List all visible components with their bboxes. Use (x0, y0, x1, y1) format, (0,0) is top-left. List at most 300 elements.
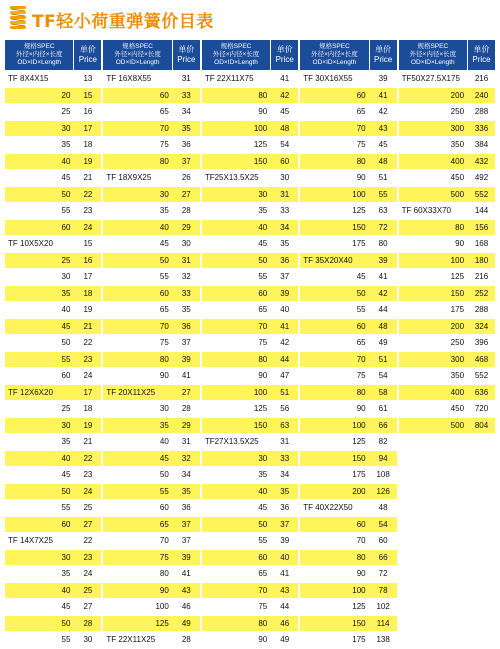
length-cell: 30 (258, 453, 268, 463)
price-cell: 28 (181, 206, 191, 216)
spec-cell (5, 355, 74, 364)
price-cell: 41 (378, 90, 388, 100)
table-row (103, 616, 199, 633)
table-row (202, 319, 298, 336)
table-row (5, 203, 101, 220)
model-cell: TF 8X4X15 (8, 74, 49, 84)
price-cell: 47 (280, 371, 290, 381)
length-cell: 35 (258, 470, 268, 480)
length-cell: 65 (159, 107, 169, 117)
price-cell: 27 (181, 387, 191, 397)
table-row (300, 434, 396, 451)
price-header (271, 40, 298, 70)
table-row (5, 236, 101, 253)
spec-cell (300, 586, 369, 595)
table-column (300, 40, 396, 649)
table-row (399, 302, 495, 319)
length-cell: 150 (450, 288, 465, 298)
price-header (468, 40, 495, 70)
table-row (5, 187, 101, 204)
table-row (300, 88, 396, 105)
price-cell: 22 (83, 189, 93, 199)
spec-cell (103, 305, 172, 314)
price-cell: 384 (474, 140, 489, 150)
price-cell: 37 (181, 519, 191, 529)
table-row (103, 187, 199, 204)
table-row (300, 500, 396, 517)
table-row (5, 451, 101, 468)
length-cell: 400 (450, 156, 465, 166)
spec-header-line: 规格SPEC (23, 43, 55, 50)
table-row (103, 467, 199, 484)
spec-cell (300, 239, 369, 248)
table-row (399, 170, 495, 187)
length-cell: 80 (258, 354, 268, 364)
price-cell: 30 (280, 173, 290, 183)
price-cell: 66 (378, 420, 388, 430)
table-row (399, 550, 495, 567)
price-header-line: Price (177, 55, 196, 64)
spec-cell (300, 124, 369, 133)
table-row (202, 203, 298, 220)
price-cell: 39 (181, 354, 191, 364)
spec-cell (300, 553, 369, 562)
spec-cell (202, 173, 271, 182)
table-row (300, 121, 396, 138)
length-cell: 55 (159, 272, 169, 282)
length-cell: 35 (61, 288, 71, 298)
length-cell: 75 (159, 338, 169, 348)
length-cell: 175 (352, 239, 366, 249)
table-row (300, 170, 396, 187)
table-column (103, 40, 199, 649)
table-row (5, 467, 101, 484)
table-row (300, 302, 396, 319)
table-row (103, 170, 199, 187)
length-cell: 125 (253, 404, 268, 414)
spec-cell (5, 619, 74, 628)
table-row (202, 451, 298, 468)
spec-cell (202, 371, 271, 380)
spec-cell (103, 470, 172, 479)
length-cell: 75 (258, 602, 268, 612)
length-cell: 65 (159, 519, 169, 529)
length-cell: 60 (356, 321, 366, 331)
model-cell: TF25X13.5X25 (204, 173, 259, 183)
spec-cell (202, 437, 271, 446)
length-cell: 70 (159, 123, 169, 133)
table-row (103, 368, 199, 385)
length-cell: 100 (155, 602, 169, 612)
table-row (103, 286, 199, 303)
price-header-line: 单价 (473, 45, 490, 54)
price-cell: 66 (378, 552, 388, 562)
spec-cell (103, 256, 172, 265)
length-cell: 30 (61, 420, 71, 430)
length-cell: 90 (159, 585, 169, 595)
price-cell: 156 (474, 222, 489, 232)
price-cell: 29 (181, 420, 191, 430)
table-row (202, 335, 298, 352)
table-row (399, 517, 495, 534)
spec-cell (300, 371, 369, 380)
table-row (103, 583, 199, 600)
price-cell: 39 (181, 552, 191, 562)
table-row (103, 484, 199, 501)
length-cell: 75 (356, 371, 366, 381)
price-cell: 55 (378, 189, 388, 199)
table-row (399, 203, 495, 220)
length-cell: 80 (455, 222, 465, 232)
table-row (202, 434, 298, 451)
spec-cell (300, 536, 369, 545)
length-cell: 80 (356, 387, 366, 397)
price-table (5, 40, 495, 649)
price-cell: 43 (181, 585, 191, 595)
spec-cell (399, 157, 468, 166)
table-row (300, 484, 396, 501)
spec-cell (202, 586, 271, 595)
price-cell: 44 (280, 354, 290, 364)
length-cell: 35 (61, 140, 71, 150)
spring-icon (6, 5, 30, 33)
table-row (399, 71, 495, 88)
table-row (5, 517, 101, 534)
column-header (399, 40, 495, 71)
price-cell: 16 (83, 255, 93, 265)
price-cell: 138 (376, 635, 390, 645)
length-cell: 40 (61, 156, 71, 166)
price-cell: 216 (474, 272, 489, 282)
length-cell: 70 (356, 536, 366, 546)
price-cell: 33 (280, 206, 290, 216)
table-row (300, 71, 396, 88)
length-cell: 70 (258, 585, 268, 595)
model-cell: TF 16X8X55 (106, 74, 152, 84)
table-row (300, 154, 396, 171)
spec-cell (399, 272, 468, 281)
length-cell: 250 (450, 107, 465, 117)
price-cell: 37 (280, 272, 290, 282)
table-row (103, 104, 199, 121)
length-cell: 45 (258, 503, 268, 513)
table-row (202, 418, 298, 435)
price-cell: 46 (280, 618, 290, 628)
price-cell: 58 (378, 387, 388, 397)
table-row (399, 187, 495, 204)
price-cell: 804 (474, 420, 489, 430)
price-cell: 49 (280, 635, 290, 645)
price-header-line: Price (374, 55, 393, 64)
page-title: TF轻小荷重弹簧价目表 (32, 11, 214, 32)
length-cell: 55 (356, 305, 366, 315)
length-cell: 100 (450, 255, 465, 265)
table-row (399, 566, 495, 583)
length-cell: 40 (61, 585, 71, 595)
price-cell: 17 (83, 272, 93, 282)
price-cell: 45 (378, 140, 388, 150)
spec-cell (300, 190, 369, 199)
table-row (300, 220, 396, 237)
spec-cell (202, 569, 271, 578)
spec-cell (202, 338, 271, 347)
length-cell: 90 (258, 107, 268, 117)
table-row (202, 187, 298, 204)
table-row (202, 170, 298, 187)
spec-cell (202, 74, 271, 83)
length-cell: 250 (450, 338, 465, 348)
spec-cell (399, 107, 468, 116)
spec-cell (103, 553, 172, 562)
length-cell: 70 (159, 321, 169, 331)
price-cell: 40 (280, 305, 290, 315)
spec-header-line: 外径×内径×长度 (15, 51, 63, 58)
spec-cell (103, 289, 172, 298)
price-cell: 13 (83, 74, 93, 84)
table-row (202, 220, 298, 237)
spec-header-line: 外径×内径×长度 (212, 51, 260, 58)
length-cell: 55 (258, 536, 268, 546)
spec-cell (5, 536, 74, 545)
price-cell: 36 (181, 503, 191, 513)
price-cell: 28 (181, 404, 191, 414)
table-row (202, 616, 298, 633)
length-cell: 60 (258, 552, 268, 562)
spec-cell (103, 602, 172, 611)
model-cell: TF 22X11X25 (106, 635, 156, 645)
price-cell: 18 (83, 140, 93, 150)
price-cell: 94 (378, 453, 388, 463)
spec-cell (5, 305, 74, 314)
table-row (5, 550, 101, 567)
length-cell: 40 (258, 486, 268, 496)
price-cell: 396 (474, 338, 489, 348)
price-cell: 240 (474, 90, 489, 100)
table-row (202, 71, 298, 88)
spec-cell (103, 239, 172, 248)
model-cell: TF 22X11X75 (204, 74, 254, 84)
spec-cell (399, 322, 468, 331)
length-cell: 125 (450, 272, 465, 282)
table-row (202, 236, 298, 253)
table-row (103, 220, 199, 237)
length-cell: 80 (356, 552, 366, 562)
price-header-line: Price (275, 55, 294, 64)
model-cell: TF 60X33X70 (401, 206, 451, 216)
length-cell: 70 (356, 123, 366, 133)
price-header-line: 单价 (276, 45, 293, 54)
table-row (300, 269, 396, 286)
table-row (300, 467, 396, 484)
spec-cell (399, 388, 468, 397)
table-row (5, 71, 101, 88)
table-row (202, 467, 298, 484)
length-cell: 20 (61, 90, 71, 100)
table-row (399, 236, 495, 253)
price-cell: 39 (280, 536, 290, 546)
table-row (103, 385, 199, 402)
price-cell: 324 (474, 321, 489, 331)
price-cell: 17 (83, 123, 93, 133)
spec-cell (202, 553, 271, 562)
spec-cell (5, 206, 74, 215)
table-row (202, 88, 298, 105)
spec-cell (399, 190, 468, 199)
spec-cell (399, 223, 468, 232)
table-row (399, 253, 495, 270)
table-row (300, 352, 396, 369)
price-cell: 40 (280, 552, 290, 562)
length-cell: 90 (258, 635, 268, 645)
length-cell: 125 (352, 602, 366, 612)
price-cell: 36 (280, 503, 290, 513)
table-row (399, 385, 495, 402)
table-row (103, 319, 199, 336)
spec-cell (5, 454, 74, 463)
spec-cell (399, 355, 468, 364)
spec-cell (202, 107, 271, 116)
table-row (300, 319, 396, 336)
table-row (300, 418, 396, 435)
length-cell: 65 (356, 338, 366, 348)
length-cell: 45 (61, 470, 71, 480)
price-header (173, 40, 200, 70)
spec-header-line: OD×ID×Length (214, 59, 258, 66)
model-cell: TF 30X16X55 (303, 74, 353, 84)
table-row (399, 583, 495, 600)
column-header (202, 40, 298, 71)
spec-cell (300, 520, 369, 529)
table-row (300, 517, 396, 534)
length-cell: 50 (61, 338, 71, 348)
table-row (399, 352, 495, 369)
price-cell: 41 (280, 321, 290, 331)
table-row (5, 154, 101, 171)
price-cell: 22 (83, 338, 93, 348)
price-cell: 49 (378, 338, 388, 348)
table-row (5, 401, 101, 418)
price-cell: 41 (181, 569, 191, 579)
table-row (103, 401, 199, 418)
table-row (103, 269, 199, 286)
table-row (103, 88, 199, 105)
price-cell: 25 (83, 503, 93, 513)
spec-cell (103, 223, 172, 232)
spec-cell (399, 124, 468, 133)
spec-cell (202, 602, 271, 611)
length-cell: 150 (352, 618, 366, 628)
length-cell: 175 (352, 635, 366, 645)
length-cell: 125 (352, 206, 366, 216)
price-cell: 18 (83, 288, 93, 298)
spec-cell (5, 569, 74, 578)
price-cell: 72 (378, 222, 388, 232)
price-cell: 31 (181, 437, 191, 447)
spec-header (300, 40, 369, 70)
spec-cell (5, 553, 74, 562)
table-row (5, 533, 101, 550)
spec-cell (300, 140, 369, 149)
price-cell: 39 (378, 74, 388, 84)
spec-cell (300, 338, 369, 347)
price-cell: 24 (83, 222, 93, 232)
price-cell: 41 (280, 74, 290, 84)
length-cell: 45 (258, 239, 268, 249)
table-row (399, 401, 495, 418)
table-row (399, 335, 495, 352)
column-header (5, 40, 101, 71)
spec-cell (300, 569, 369, 578)
spec-cell (202, 256, 271, 265)
price-cell: 42 (378, 107, 388, 117)
table-row (202, 302, 298, 319)
length-cell: 70 (159, 536, 169, 546)
length-cell: 150 (253, 420, 268, 430)
price-cell: 336 (474, 123, 489, 133)
spec-cell (399, 421, 468, 430)
table-row (300, 137, 396, 154)
spec-cell (5, 635, 74, 644)
price-cell: 15 (83, 239, 93, 249)
length-cell: 100 (352, 585, 366, 595)
length-cell: 40 (61, 305, 71, 315)
length-cell: 350 (450, 140, 465, 150)
table-row (399, 88, 495, 105)
table-row (5, 385, 101, 402)
table-row (300, 533, 396, 550)
price-cell: 24 (83, 569, 93, 579)
table-row (103, 352, 199, 369)
price-cell: 36 (181, 140, 191, 150)
length-cell: 50 (159, 255, 169, 265)
length-cell: 65 (258, 305, 268, 315)
table-row (399, 269, 495, 286)
spec-cell (300, 157, 369, 166)
price-cell: 32 (181, 453, 191, 463)
price-cell: 42 (280, 90, 290, 100)
spec-cell (202, 206, 271, 215)
length-cell: 70 (356, 354, 366, 364)
length-cell: 60 (61, 519, 71, 529)
spec-cell (300, 404, 369, 413)
table-row (202, 401, 298, 418)
price-cell: 180 (474, 255, 489, 265)
length-cell: 55 (61, 635, 71, 645)
spec-cell (399, 289, 468, 298)
length-cell: 55 (61, 206, 71, 216)
spec-cell (300, 454, 369, 463)
price-cell: 35 (181, 123, 191, 133)
length-cell: 65 (356, 107, 366, 117)
table-row (5, 220, 101, 237)
price-cell: 168 (474, 239, 489, 249)
length-cell: 40 (258, 222, 268, 232)
spec-cell (5, 470, 74, 479)
spec-cell (300, 487, 369, 496)
table-row (300, 368, 396, 385)
table-row (202, 550, 298, 567)
spec-cell (5, 404, 74, 413)
title-bar (6, 4, 214, 34)
length-cell: 45 (61, 321, 71, 331)
length-cell: 40 (159, 222, 169, 232)
length-cell: 90 (258, 371, 268, 381)
table-row (300, 236, 396, 253)
spec-cell (103, 503, 172, 512)
spec-header-line: OD×ID×Length (17, 59, 62, 66)
price-cell: 44 (378, 305, 388, 315)
length-cell: 50 (159, 470, 169, 480)
